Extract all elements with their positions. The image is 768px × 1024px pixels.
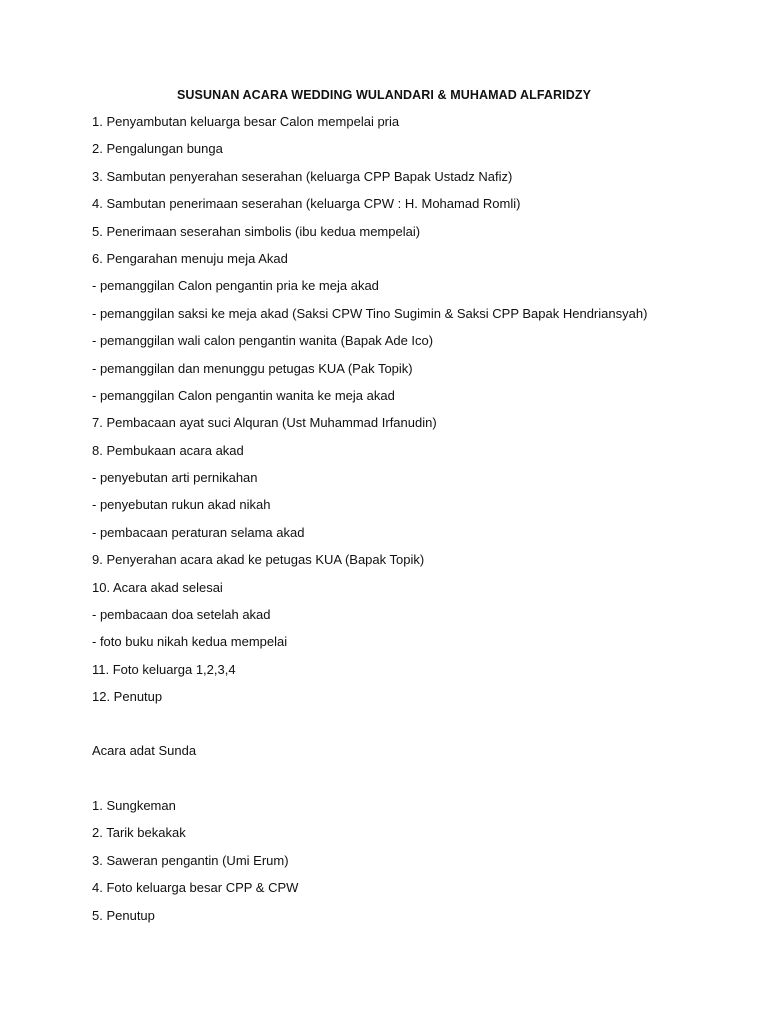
agenda-item: 1. Penyambutan keluarga besar Calon mempelai pria: [92, 114, 400, 129]
agenda-subitem: - pembacaan peraturan selama akad: [92, 524, 305, 540]
agenda-item: 5. Penerimaan seserahan simbolis (ibu kedua mempelai): [92, 223, 421, 239]
agenda-item: 9. Penyerahan acara akad ke petugas KUA (Bapak Topik): [92, 552, 425, 568]
section-title-adat-sunda: Acara adat Sunda: [92, 743, 197, 758]
agenda-item: 2. Pengalungan bunga: [92, 141, 223, 157]
agenda-subitem: - pemanggilan wali calon pengantin wanita (Bapak Ade Ico): [92, 333, 434, 349]
agenda-item: 7. Pembacaan ayat suci Alquran (Ust Muhammad Irfanudin): [92, 415, 437, 431]
agenda-subitem: - pemanggilan Calon pengantin wanita ke meja akad: [92, 387, 395, 403]
agenda-subitem: - penyebutan rukun akad nikah: [92, 497, 271, 513]
agenda-list: [92, 113, 732, 716]
agenda-subitem: - foto buku nikah kedua mempelai: [92, 634, 288, 650]
agenda-subitem: - pembacaan doa setelah akad: [92, 607, 271, 623]
adat-sunda-list: [92, 797, 732, 934]
document-title: SUSUNAN ACARA WEDDING WULANDARI & MUHAMAD ALFARIDZY: [176, 88, 592, 102]
agenda-subitem: - pemanggilan dan menunggu petugas KUA (Pak Topik): [92, 360, 413, 376]
agenda-item: 3. Sambutan penyerahan seserahan (keluarga CPP Bapak Ustadz Nafiz): [92, 168, 513, 184]
adat-item: 1. Sungkeman: [92, 798, 176, 813]
adat-item: 5. Penutup: [92, 907, 155, 923]
agenda-item: 12. Penutup: [92, 689, 163, 705]
agenda-subitem: - penyebutan arti pernikahan: [92, 470, 258, 486]
agenda-item: 8. Pembukaan acara akad: [92, 442, 244, 458]
agenda-item: 4. Sambutan penerimaan seserahan (keluarga CPW : H. Mohamad Romli): [92, 196, 521, 212]
agenda-subitem: - pemanggilan saksi ke meja akad (Saksi CPW Tino Sugimin & Saksi CPP Bapak Hendriansyah): [92, 305, 648, 321]
agenda-item: 6. Pengarahan menuju meja Akad: [92, 250, 288, 266]
adat-item: 2. Tarik bekakak: [92, 825, 186, 841]
agenda-item: 11. Foto keluarga 1,2,3,4: [92, 661, 236, 677]
adat-item: 3. Saweran pengantin (Umi Erum): [92, 852, 289, 868]
agenda-item: 10. Acara akad selesai: [92, 579, 223, 595]
adat-item: 4. Foto keluarga besar CPP & CPW: [92, 880, 299, 896]
agenda-subitem: - pemanggilan Calon pengantin pria ke meja akad: [92, 278, 379, 294]
